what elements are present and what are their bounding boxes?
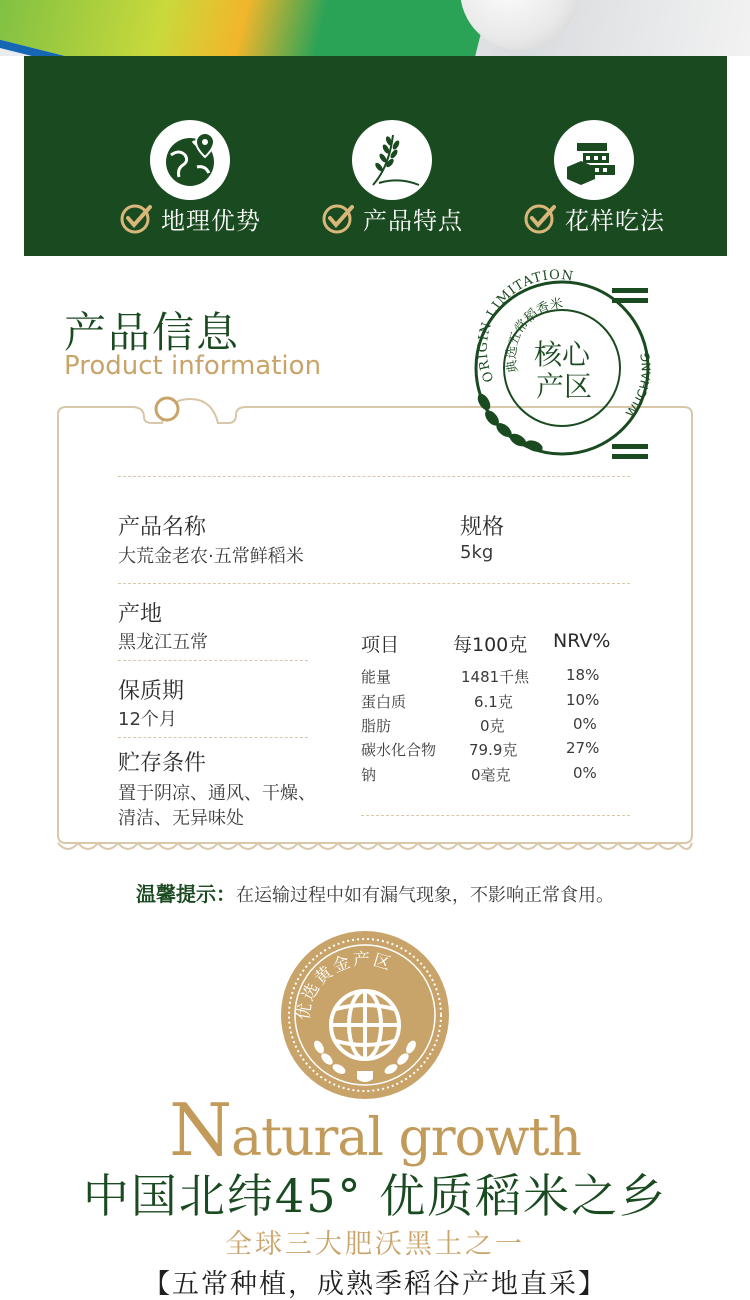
stamp-side-text: WUCHANG (623, 350, 654, 420)
feature-label: 产品特点 (363, 206, 463, 235)
feature-label: 花样吃法 (565, 206, 665, 235)
sub-slogan: 全球三大肥沃黑土之一 (225, 1229, 525, 1260)
nutrition-item: 蛋白质 (361, 693, 407, 711)
natural-growth-initial: N (169, 1088, 232, 1172)
bracket-slogan: 【五常种植，成熟季稻谷产地直采】 (143, 1269, 607, 1300)
divider (118, 737, 308, 738)
nutrition-header: NRV% (553, 630, 611, 652)
storage-label: 贮存条件 (118, 751, 207, 776)
tip-label: 温馨提示： (136, 882, 236, 906)
nutrition-header: 每100克 (453, 634, 528, 656)
seal-arc-text: 优选黄金产区 (293, 949, 395, 1022)
check-circle-icon (321, 201, 355, 235)
warm-tip (0, 878, 750, 907)
section-title: 产品信息 (64, 308, 241, 357)
check-circle-icon (523, 201, 557, 235)
nutrition-header: 项目 (361, 634, 400, 656)
rice-box-icon (554, 120, 634, 200)
stamp-arc-cn-text: 典选五常稻香米 (504, 296, 565, 375)
check-circle-icon (119, 201, 153, 235)
divider (361, 815, 630, 816)
rice-bag-image (0, 0, 495, 56)
spec-label: 规格 (460, 515, 505, 540)
stamp-center-line2: 产区 (535, 370, 593, 403)
globe-icon (331, 991, 399, 1059)
feature-product[interactable] (292, 56, 492, 256)
product-name-label: 产品名称 (118, 515, 207, 540)
feature-geography[interactable] (90, 56, 290, 256)
origin-limitation-stamp (462, 268, 662, 468)
nutrition-nrv: 10% (566, 691, 600, 709)
natural-growth-rest: atural growth (231, 1108, 581, 1168)
nutrition-amount: 0克 (480, 717, 505, 735)
section-subtitle: Product information (64, 351, 322, 381)
product-name-value: 大荒金老农·五常鲜稻米 (118, 546, 304, 567)
nutrition-nrv: 27% (566, 739, 600, 757)
nutrition-item: 钠 (361, 766, 377, 784)
divider (118, 476, 630, 477)
globe-location-icon (150, 120, 230, 200)
golden-region-seal (279, 929, 451, 1101)
feature-label: 地理优势 (161, 206, 261, 235)
divider (118, 583, 630, 584)
nutrition-item: 能量 (361, 668, 392, 686)
nutrition-nrv: 0% (573, 764, 597, 782)
shelf-life-label: 保质期 (118, 679, 185, 704)
storage-value-line2: 清洁、无异味处 (118, 808, 244, 829)
origin-value: 黑龙江五常 (118, 632, 208, 653)
nutrition-nrv: 0% (573, 715, 597, 733)
main-slogan: 中国北纬45° 优质稻米之乡 (82, 1169, 668, 1223)
spec-value: 5kg (460, 542, 494, 563)
nutrition-item: 碳水化合物 (361, 741, 437, 759)
product-photo-strip (0, 0, 750, 56)
tip-text: 在运输过程中如有漏气现象，不影响正常食用。 (236, 885, 614, 906)
storage-value-line1: 置于阴凉、通风、干燥、 (118, 783, 316, 804)
nutrition-item: 脂肪 (361, 717, 392, 735)
shelf-life-value: 12个月 (118, 709, 177, 730)
nutrition-amount: 0毫克 (471, 766, 511, 784)
svg-text:WUCHANG (623, 350, 653, 420)
feature-recipes[interactable] (494, 56, 694, 256)
stamp-arc-text: ORIGIN LIMITATION (475, 268, 575, 385)
nutrition-nrv: 18% (566, 666, 600, 684)
stamp-center-line1: 核心 (533, 338, 591, 371)
nutrition-amount: 1481千焦 (461, 668, 530, 686)
nutrition-amount: 6.1克 (474, 693, 513, 711)
divider (118, 660, 308, 661)
origin-label: 产地 (118, 602, 163, 627)
feature-band (24, 56, 727, 256)
rice-ear-icon (352, 120, 432, 200)
nutrition-amount: 79.9克 (469, 741, 518, 759)
